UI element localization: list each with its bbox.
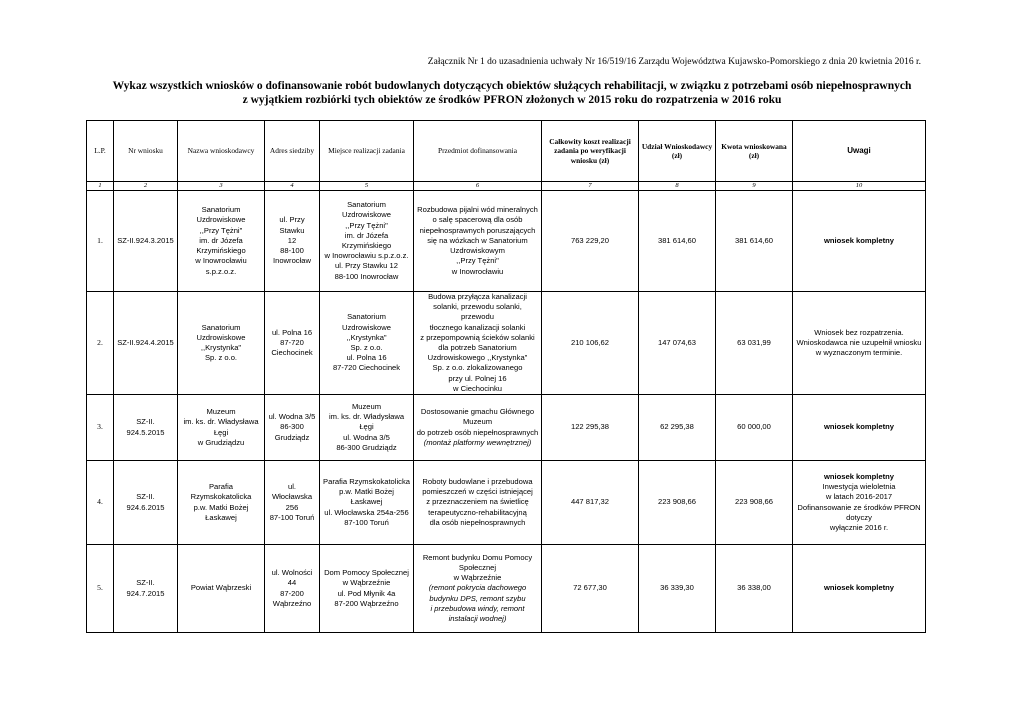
cell-koszt: 210 106,62 — [542, 292, 639, 395]
cell-adres: ul. Włocławska 256 87-100 Toruń — [265, 461, 320, 545]
cell-lp: 1. — [87, 191, 114, 292]
cell-miejsce: Sanatorium Uzdrowiskowe ,,Przy Tężni" im. dr Józefa Krzymińskiego w Inowrocławiu s.p.z.o.z. ul. Przy Stawku 12 88-100 Inowrocław — [320, 191, 414, 292]
cell-kwota: 223 908,66 — [716, 461, 793, 545]
title-line-1: Wykaz wszystkich wniosków o dofinansowanie robót budowlanych dotyczących obiektów służących rehabilitacji, w związku z potrzebami osób niepełnosprawnych — [112, 80, 912, 92]
cell-koszt: 72 677,30 — [542, 545, 639, 633]
cell-lp: 4. — [87, 461, 114, 545]
cell-adres: ul. Przy Stawku 12 88-100 Inowrocław — [265, 191, 320, 292]
przedmiot-text: Budowa przyłącza kanalizacji solanki, przewodu solanki, przewodu tłocznego kanalizacji solanki z przepompownią ścieków solanki dla potrzeb Sanatorium Uzdrowiskowego ,,Krystynka" Sp. z o.o. zlokalizowanego przy ul. Polnej 16 w Ciechocinku — [420, 292, 535, 393]
annex-reference: Załącznik Nr 1 do uzasadnienia uchwały Nr 16/519/16 Zarządu Województwa Kujawsko-Pomorskiego z dnia 20 kwietnia 2016 r. — [427, 57, 921, 67]
przedmiot-text: Roboty budowlane i przebudowa pomieszczeń w części istniejącej z przeznaczeniem na świetlicę terapeutyczno-rehabilitacyjną dla osób niepełnosprawnych — [422, 477, 533, 527]
cell-uwagi — [793, 395, 926, 461]
cell-uwagi — [793, 545, 926, 633]
przedmiot-text: Dostosowanie gmachu Głównego Muzeum do potrzeb osób niepełnosprawnych — [416, 407, 539, 437]
applications-table — [86, 120, 926, 633]
title-line-2: z wyjątkiem rozbiórki tych obiektów ze środków PFRON złożonych w 2015 roku do rozpatrzenia w 2016 roku — [242, 94, 782, 106]
col-number: 5 — [320, 182, 414, 191]
header-kwota: Kwota wnioskowana (zł) — [716, 121, 793, 182]
cell-udzial: 223 908,66 — [639, 461, 716, 545]
cell-koszt: 447 817,32 — [542, 461, 639, 545]
col-number: 7 — [542, 182, 639, 191]
col-number: 1 — [87, 182, 114, 191]
header-przedmiot: Przedmiot dofinansowania — [414, 121, 542, 182]
header-calkowity-koszt: Całkowity koszt realizacji zadania po weryfikacji wniosku (zł) — [542, 121, 639, 182]
col-number: 4 — [265, 182, 320, 191]
cell-nazwa: Sanatorium Uzdrowiskowe ,,Krystynka" Sp. z o.o. — [178, 292, 265, 395]
table-row — [87, 191, 926, 292]
cell-adres: ul. Wodna 3/5 86-300 Grudziądz — [265, 395, 320, 461]
col-number: 8 — [639, 182, 716, 191]
uwagi-status: wniosek kompletny — [823, 422, 895, 432]
uwagi-status: wniosek kompletny — [823, 583, 895, 593]
cell-uwagi — [793, 191, 926, 292]
uwagi-note: Inwestycja wieloletnia w latach 2016-2017 Dofinansowanie ze środków PFRON dotyczy wyłącznie 2016 r. — [797, 482, 921, 532]
cell-kwota: 36 338,00 — [716, 545, 793, 633]
cell-udzial: 62 295,38 — [639, 395, 716, 461]
cell-nazwa: Parafia Rzymskokatolicka p.w. Matki Bożej Łaskawej — [178, 461, 265, 545]
header-udzial: Udział Wnioskodawcy (zł) — [639, 121, 716, 182]
cell-koszt: 122 295,38 — [542, 395, 639, 461]
cell-kwota: 381 614,60 — [716, 191, 793, 292]
table-row — [87, 395, 926, 461]
cell-lp: 2. — [87, 292, 114, 395]
cell-nazwa: Powiat Wąbrzeski — [178, 545, 265, 633]
cell-uwagi — [793, 292, 926, 395]
cell-nazwa: Muzeum im. ks. dr. Władysława Łęgi w Grudziądzu — [178, 395, 265, 461]
header-lp: L.P. — [87, 121, 114, 182]
cell-przedmiot — [414, 461, 542, 545]
cell-uwagi — [793, 461, 926, 545]
cell-przedmiot — [414, 292, 542, 395]
cell-adres: ul. Polna 16 87-720 Ciechocinek — [265, 292, 320, 395]
cell-kwota: 63 031,99 — [716, 292, 793, 395]
cell-udzial: 147 074,63 — [639, 292, 716, 395]
cell-udzial: 36 339,30 — [639, 545, 716, 633]
uwagi-note: Wniosek bez rozpatrzenia. Wnioskodawca nie uzupełnił wniosku w wyznaczonym terminie. — [796, 327, 922, 358]
przedmiot-text: Remont budynku Domu Pomocy Społecznej w Wąbrzeźnie — [422, 552, 533, 583]
cell-nr-wniosku: SZ-II. 924.7.2015 — [114, 545, 178, 633]
cell-przedmiot — [414, 545, 542, 633]
header-uwagi: Uwagi — [793, 121, 926, 182]
cell-nr-wniosku: SZ-II.924.4.2015 — [114, 292, 178, 395]
cell-koszt: 763 229,20 — [542, 191, 639, 292]
cell-nr-wniosku: SZ-II. 924.5.2015 — [114, 395, 178, 461]
uwagi-status: wniosek kompletny — [823, 471, 895, 481]
cell-przedmiot — [414, 395, 542, 461]
cell-miejsce: Dom Pomocy Społecznej w Wąbrzeźnie ul. Pod Młynik 4a 87-200 Wąbrzeźno — [320, 545, 414, 633]
table-row — [87, 545, 926, 633]
cell-lp: 3. — [87, 395, 114, 461]
table-row — [87, 461, 926, 545]
header-adres-siedziby: Adres siedziby — [265, 121, 320, 182]
table-row — [87, 292, 926, 395]
cell-kwota: 60 000,00 — [716, 395, 793, 461]
cell-lp: 5. — [87, 545, 114, 633]
cell-miejsce: Parafia Rzymskokatolicka p.w. Matki Bożej Łaskawej ul. Włocławska 254a-256 87-100 Toruń — [320, 461, 414, 545]
col-number: 9 — [716, 182, 793, 191]
cell-adres: ul. Wolności 44 87-200 Wąbrzeźno — [265, 545, 320, 633]
cell-nr-wniosku: SZ-II. 924.6.2015 — [114, 461, 178, 545]
table-header-row — [87, 121, 926, 182]
header-nr-wniosku: Nr wniosku — [114, 121, 178, 182]
col-number: 6 — [414, 182, 542, 191]
przedmiot-text: Rozbudowa pijalni wód mineralnych o salę spacerową dla osób niepełnosprawnych poruszających się na wózkach w Sanatorium Uzdrowiskowym ,,Przy Tężni" w Inowrocławiu — [417, 205, 538, 276]
cell-przedmiot — [414, 191, 542, 292]
cell-miejsce: Muzeum im. ks. dr. Władysława Łęgi ul. Wodna 3/5 86-300 Grudziądz — [320, 395, 414, 461]
cell-nazwa: Sanatorium Uzdrowiskowe ,,Przy Tężni" im. dr Józefa Krzymińskiego w Inowrocławiu s.p.z.o.z. — [178, 191, 265, 292]
cell-udzial: 381 614,60 — [639, 191, 716, 292]
cell-nr-wniosku: SZ-II.924.3.2015 — [114, 191, 178, 292]
header-miejsce-realizacji: Miejsce realizacji zadania — [320, 121, 414, 182]
przedmiot-note: (montaż platformy wewnętrznej) — [423, 437, 532, 447]
uwagi-status: wniosek kompletny — [823, 235, 895, 245]
przedmiot-note: (remont pokrycia dachowego budynku DPS, remont szybu i przebudowa windy, remont instalacji wodnej) — [428, 583, 527, 624]
col-number: 2 — [114, 182, 178, 191]
col-number: 10 — [793, 182, 926, 191]
column-number-row — [87, 182, 926, 191]
document-title — [0, 79, 1024, 107]
col-number: 3 — [178, 182, 265, 191]
header-nazwa-wnioskodawcy: Nazwa wnioskodawcy — [178, 121, 265, 182]
cell-miejsce: Sanatorium Uzdrowiskowe ,,Krystynka" Sp. z o.o. ul. Polna 16 87-720 Ciechocinek — [320, 292, 414, 395]
